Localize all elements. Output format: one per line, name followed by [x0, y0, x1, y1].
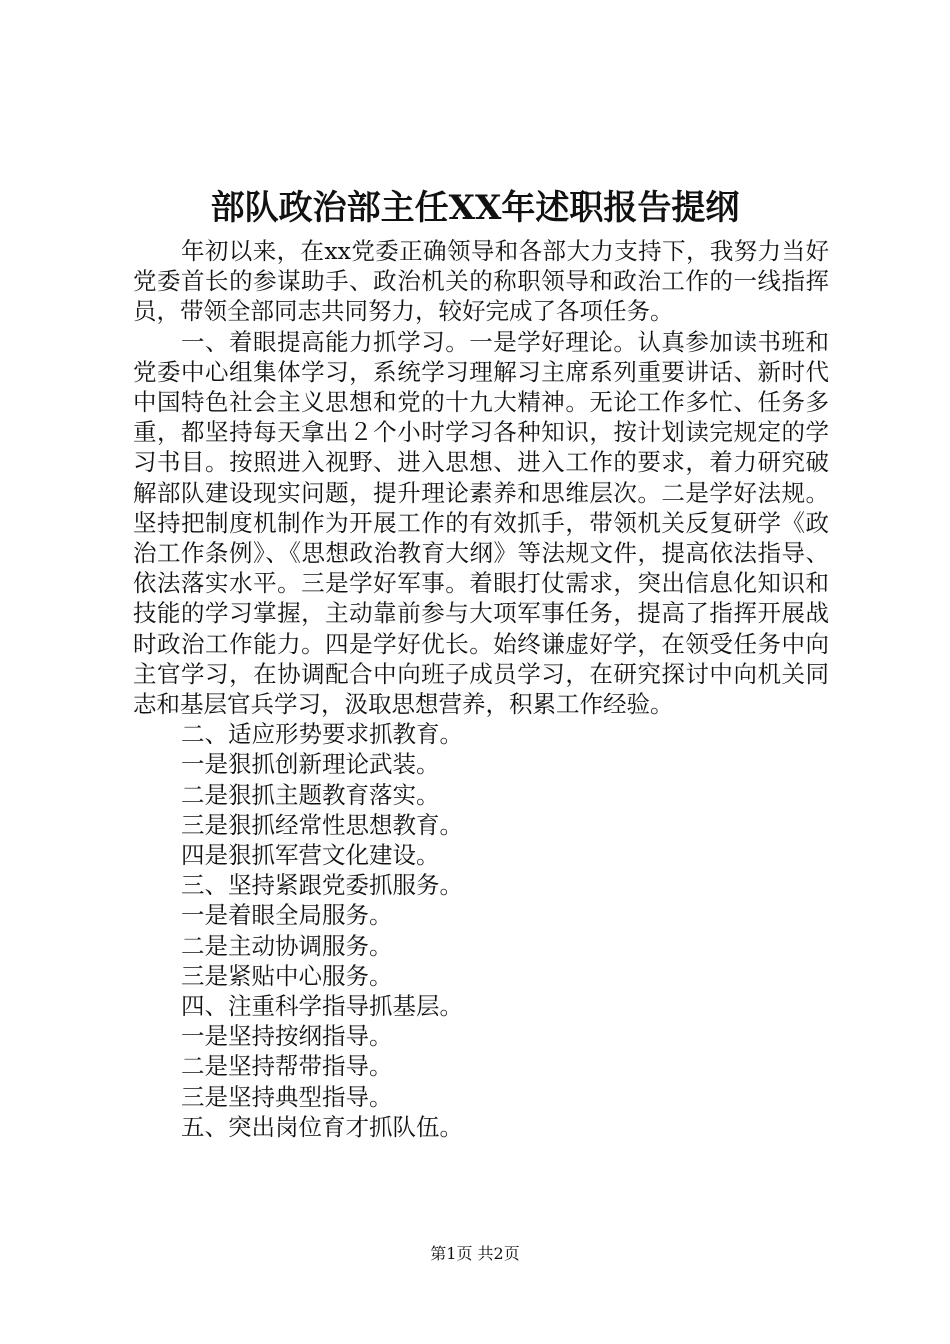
- document-body: [133, 236, 829, 1142]
- outline-item: 二、适应形势要求抓教育。: [181, 720, 463, 749]
- outline-item: 一是着眼全局服务。: [181, 901, 393, 930]
- outline-item: 一是坚持按纲指导。: [181, 1022, 393, 1051]
- outline-item: 四、注重科学指导抓基层。: [181, 992, 463, 1021]
- outline-item: 三是狠抓经常性思想教育。: [181, 810, 463, 839]
- outline-item: 五、突出岗位育才抓队伍。: [181, 1112, 463, 1141]
- paragraph-intro: 年初以来，在xx党委正确领导和各部大力支持下，我努力当好党委首长的参谋助手、政治机关的称职领导和政治工作的一线指挥员，带领全部同志共同努力，较好完成了各项任务。: [133, 237, 829, 326]
- outline-item: 四是狠抓军营文化建设。: [181, 841, 440, 870]
- outline-item: 二是主动协调服务。: [181, 931, 393, 960]
- outline-item: 一是狠抓创新理论武装。: [181, 750, 440, 779]
- outline-item: 二是坚持帮带指导。: [181, 1052, 393, 1081]
- document-title: 部队政治部主任XX年述职报告提纲: [210, 188, 740, 228]
- page-footer: 第1页 共2页: [430, 1244, 520, 1263]
- outline-item: 三是紧贴中心服务。: [181, 961, 393, 990]
- paragraph-section-one: 一、着眼提高能力抓学习。一是学好理论。认真参加读书班和党委中心组集体学习，系统学习理解习主席系列重要讲话、新时代中国特色社会主义思想和党的十九大精神。无论工作多忙、任务多重，都坚持每天拿出２个小时学习各种知识，按计划读完规定的学习书目。按照进入视野、进入思想、进入工作的要求，着力研究破解部队建设现实问题，提升理论素养和思维层次。二是学好法规。坚持把制度机制作为开展工作的有效抓手，带领机关反复研学《政治工作条例》、《思想政治教育大纲》等法规文件，提高依法指导、依法落实水平。三是学好军事。着眼打仗需求，突出信息化知识和技能的学习掌握，主动靠前参与大项军事任务，提高了指挥开展战时政治工作能力。四是学好优长。始终谦虚好学，在领受任务中向主官学习，在协调配合中向班子成员学习，在研究探讨中向机关同志和基层官兵学习，汲取思想营养，积累工作经验。: [133, 327, 829, 719]
- outline-item: 三、坚持紧跟党委抓服务。: [181, 871, 463, 900]
- outline-item: 二是狠抓主题教育落实。: [181, 780, 440, 809]
- outline-item: 三是坚持典型指导。: [181, 1082, 393, 1111]
